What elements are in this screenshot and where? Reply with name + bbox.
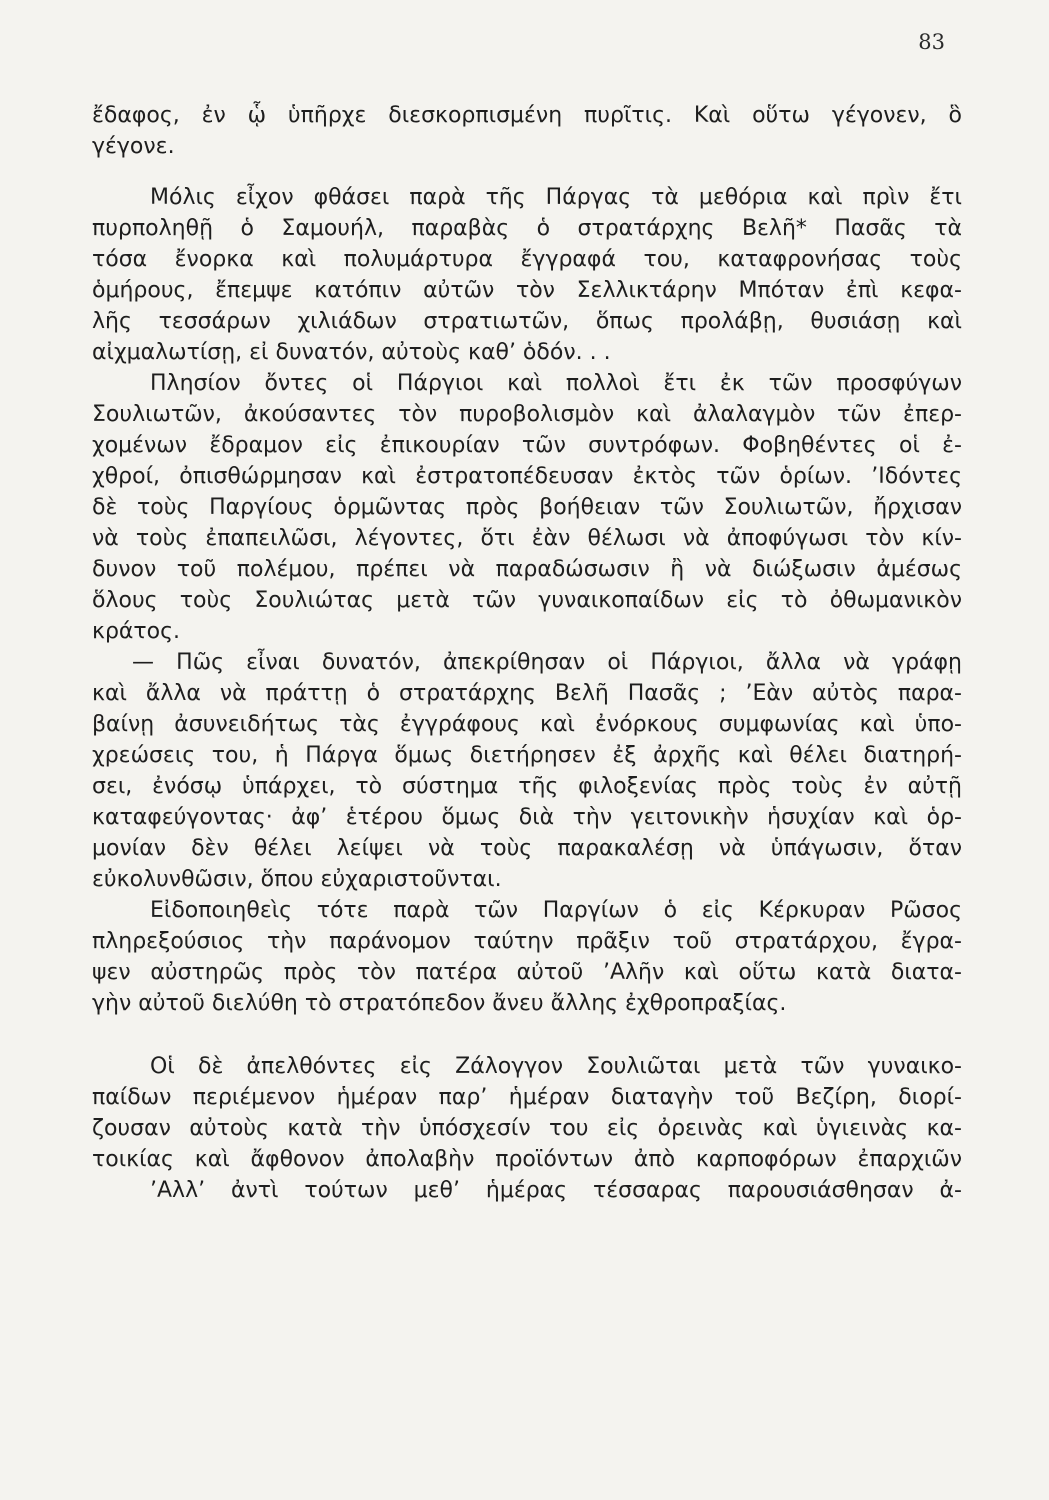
text-line: ὅλους τοὺς Σουλιώτας μετὰ τῶν γυναικοπαίδων εἰς τὸ ὀθωμανικὸν xyxy=(92,588,962,613)
text-line: τοικίας καὶ ἄφθονον ἀπολαβὴν προϊόντων ἀπὸ καρποφόρων ἐπαρχιῶν xyxy=(92,1147,962,1172)
text-line: Πλησίον ὄντες οἱ Πάργιοι καὶ πολλοὶ ἔτι ἐκ τῶν προσφύγων xyxy=(150,371,962,396)
text-line: παίδων περιέμενον ἡμέραν παρ’ ἡμέραν διαταγὴν τοῦ Βεζίρη, διορί- xyxy=(92,1085,962,1110)
text-line: δὲ τοὺς Παργίους ὁρμῶντας πρὸς βοήθειαν τῶν Σουλιωτῶν, ἤρχισαν xyxy=(92,495,962,520)
text-line: Οἱ δὲ ἀπελθόντες εἰς Ζάλογγον Σουλιῶται μετὰ τῶν γυναικο- xyxy=(150,1054,962,1079)
body-text xyxy=(92,100,962,1206)
text-line: χομένων ἔδραμον εἰς ἐπικουρίαν τῶν συντρόφων. Φοβηθέντες οἱ ἐ- xyxy=(92,433,962,458)
text-line: Μόλις εἶχον φθάσει παρὰ τῆς Πάργας τὰ μεθόρια καὶ πρὶν ἔτι xyxy=(150,185,962,210)
text-line: μονίαν δὲν θέλει λείψει νὰ τοὺς παρακαλέσῃ νὰ ὑπάγωσιν, ὅταν xyxy=(92,836,962,861)
text-line: ψεν αὐστηρῶς πρὸς τὸν πατέρα αὐτοῦ ’Αλῆν καὶ οὕτω κατὰ διατα- xyxy=(92,960,962,985)
text-line: καὶ ἄλλα νὰ πράττῃ ὁ στρατάρχης Βελῆ Πασᾶς ; ’Εὰν αὐτὸς παρα- xyxy=(92,681,962,706)
text-line: ὁμήρους, ἔπεμψε κατόπιν αὐτῶν τὸν Σελλικτάρην Μπόταν ἐπὶ κεφα- xyxy=(92,278,962,303)
text-line: εὐκολυνθῶσιν, ὅπου εὐχαριστοῦνται. xyxy=(92,867,502,892)
text-line: χθροί, ὀπισθώρμησαν καὶ ἐστρατοπέδευσαν ἐκτὸς τῶν ὁρίων. ’Ιδόντες xyxy=(92,464,962,489)
text-line: Εἰδοποιηθεὶς τότε παρὰ τῶν Παργίων ὁ εἰς Κέρκυραν Ρῶσος xyxy=(150,898,962,923)
text-line: ἔδαφος, ἐν ᾧ ὑπῆρχε διεσκορπισμένη πυρῖτις. Καὶ οὕτω γέγονεν, ὃ xyxy=(92,103,962,128)
text-line: ’Αλλ’ ἀντὶ τούτων μεθ’ ἡμέρας τέσσαρας παρουσιάσθησαν ἀ- xyxy=(150,1178,962,1203)
text-line: χρεώσεις του, ἡ Πάργα ὅμως διετήρησεν ἐξ ἀρχῆς καὶ θέλει διατηρή- xyxy=(92,743,962,768)
text-line: σει, ἐνόσῳ ὑπάρχει, τὸ σύστημα τῆς φιλοξενίας πρὸς τοὺς ἐν αὐτῇ xyxy=(92,774,962,799)
text-line: — Πῶς εἶναι δυνατόν, ἀπεκρίθησαν οἱ Πάργιοι, ἄλλα νὰ γράφῃ xyxy=(132,650,962,675)
page-number: 83 xyxy=(918,30,945,54)
text-line: καταφεύγοντας· ἀφ’ ἑτέρου ὅμως διὰ τὴν γειτονικὴν ἡσυχίαν καὶ ὁρ- xyxy=(92,805,962,830)
text-line: Σουλιωτῶν, ἀκούσαντες τὸν πυροβολισμὸν καὶ ἀλαλαγμὸν τῶν ἐπερ- xyxy=(92,402,962,427)
text-line: ζουσαν αὐτοὺς κατὰ τὴν ὑπόσχεσίν του εἰς ὀρεινὰς καὶ ὑγιεινὰς κα- xyxy=(92,1116,962,1141)
text-line: γὴν αὐτοῦ διελύθη τὸ στρατόπεδον ἄνευ ἄλλης ἐχθροπραξίας. xyxy=(92,991,787,1016)
text-line: βαίνῃ ἀσυνειδήτως τὰς ἐγγράφους καὶ ἐνόρκους συμφωνίας καὶ ὑπο- xyxy=(92,712,962,737)
text-line: τόσα ἔνορκα καὶ πολυμάρτυρα ἔγγραφά του, καταφρονήσας τοὺς xyxy=(92,247,962,272)
text-line: δυνον τοῦ πολέμου, πρέπει νὰ παραδώσωσιν ἢ νὰ διώξωσιν ἀμέσως xyxy=(92,557,962,582)
text-line: νὰ τοὺς ἐπαπειλῶσι, λέγοντες, ὅτι ἐὰν θέλωσι νὰ ἀποφύγωσι τὸν κίν- xyxy=(92,526,962,551)
text-line: πληρεξούσιος τὴν παράνομον ταύτην πρᾶξιν τοῦ στρατάρχου, ἔγρα- xyxy=(92,929,962,954)
text-line: κράτος. xyxy=(92,619,181,644)
text-line: λῆς τεσσάρων χιλιάδων στρατιωτῶν, ὅπως προλάβῃ, θυσιάσῃ καὶ xyxy=(92,309,962,334)
text-line: πυρποληθῇ ὁ Σαμουήλ, παραβὰς ὁ στρατάρχης Βελῆ* Πασᾶς τὰ xyxy=(92,216,962,241)
text-line: γέγονε. xyxy=(92,134,175,159)
text-line: αἰχμαλωτίσῃ, εἰ δυνατόν, αὐτοὺς καθ’ ὁδόν. . . xyxy=(92,340,611,365)
